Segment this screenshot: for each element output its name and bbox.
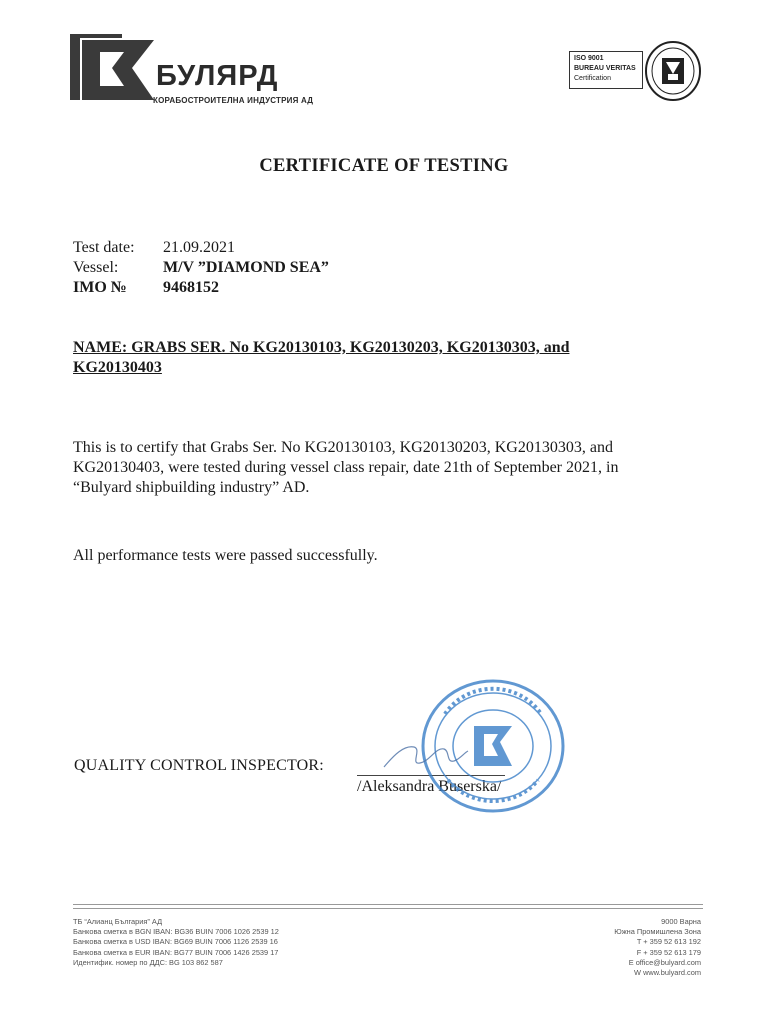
item-name-heading [73, 338, 673, 378]
footer-website: W www.bulyard.com [634, 968, 701, 978]
inspector-name: /Aleksandra Buserska/ [357, 778, 502, 795]
footer-iban-eur: Банкова сметка в EUR IBAN: BG77 BUIN 7006 1426 2539 17 [73, 947, 279, 957]
iso-certification: Certification [574, 75, 611, 82]
vessel-value: M/V ”DIAMOND SEA” [163, 259, 329, 276]
paragraph-line-1: This is to certify that Grabs Ser. No KG20130103, KG20130203, KG20130303, and [73, 439, 613, 456]
test-date-row [73, 238, 329, 258]
bureau-veritas-seal-icon [644, 40, 702, 102]
vessel-row [73, 258, 329, 278]
footer-phone: T + 359 52 613 192 [636, 937, 701, 947]
imo-row [73, 278, 329, 298]
footer-zone: Южна Промишлена Зона [614, 927, 701, 937]
iso-standard: ISO 9001 [574, 55, 604, 62]
test-date-label: Test date: [73, 239, 135, 256]
certification-paragraph [73, 438, 713, 498]
handwritten-signature-icon [380, 735, 470, 775]
result-statement: All performance tests were passed successfully. [73, 547, 378, 564]
iso-certifier: BUREAU VERITAS [574, 65, 636, 72]
test-info [73, 238, 329, 298]
footer-iban-usd: Банкова сметка в USD IBAN: BG69 BUIN 7006 1126 2539 16 [73, 937, 278, 947]
company-subtitle: КОРАБОСТРОИТЕЛНА ИНДУСТРИЯ АД [153, 96, 314, 105]
inspector-label: QUALITY CONTROL INSPECTOR: [74, 757, 324, 774]
vessel-label: Vessel: [73, 259, 119, 276]
footer-contact-details [614, 917, 701, 978]
test-date-value: 21.09.2021 [163, 239, 235, 256]
iso-badge [569, 51, 643, 89]
item-name-line-1: NAME: GRABS SER. No KG20130103, KG20130203, KG20130303, and [73, 339, 570, 356]
footer-city: 9000 Варна [661, 917, 701, 926]
footer-divider-top [73, 904, 703, 905]
imo-label: IMO № [73, 279, 127, 296]
footer-iban-bgn: Банкова сметка в BGN IBAN: BG36 BUIN 7006 1026 2539 12 [73, 927, 279, 937]
footer-divider-bottom [73, 908, 703, 909]
bulyard-logo-icon [70, 34, 154, 104]
paragraph-line-3: “Bulyard shipbuilding industry” AD. [73, 479, 310, 496]
page-title: CERTIFICATE OF TESTING [259, 156, 509, 176]
footer-vat-id: Идентифик. номер по ДДС: BG 103 862 587 [73, 957, 223, 967]
footer-bank-name: ТБ “Алианц България” АД [73, 917, 163, 926]
company-name: БУЛЯРД [156, 60, 279, 92]
paragraph-line-2: KG20130403, were tested during vessel class repair, date 21th of September 2021, in [73, 459, 619, 476]
imo-value: 9468152 [163, 279, 219, 296]
footer-bank-details [73, 917, 279, 968]
footer-fax: F + 359 52 613 179 [636, 947, 701, 957]
item-name-line-2: KG20130403 [73, 359, 162, 376]
footer-email: E office@bulyard.com [628, 957, 701, 967]
